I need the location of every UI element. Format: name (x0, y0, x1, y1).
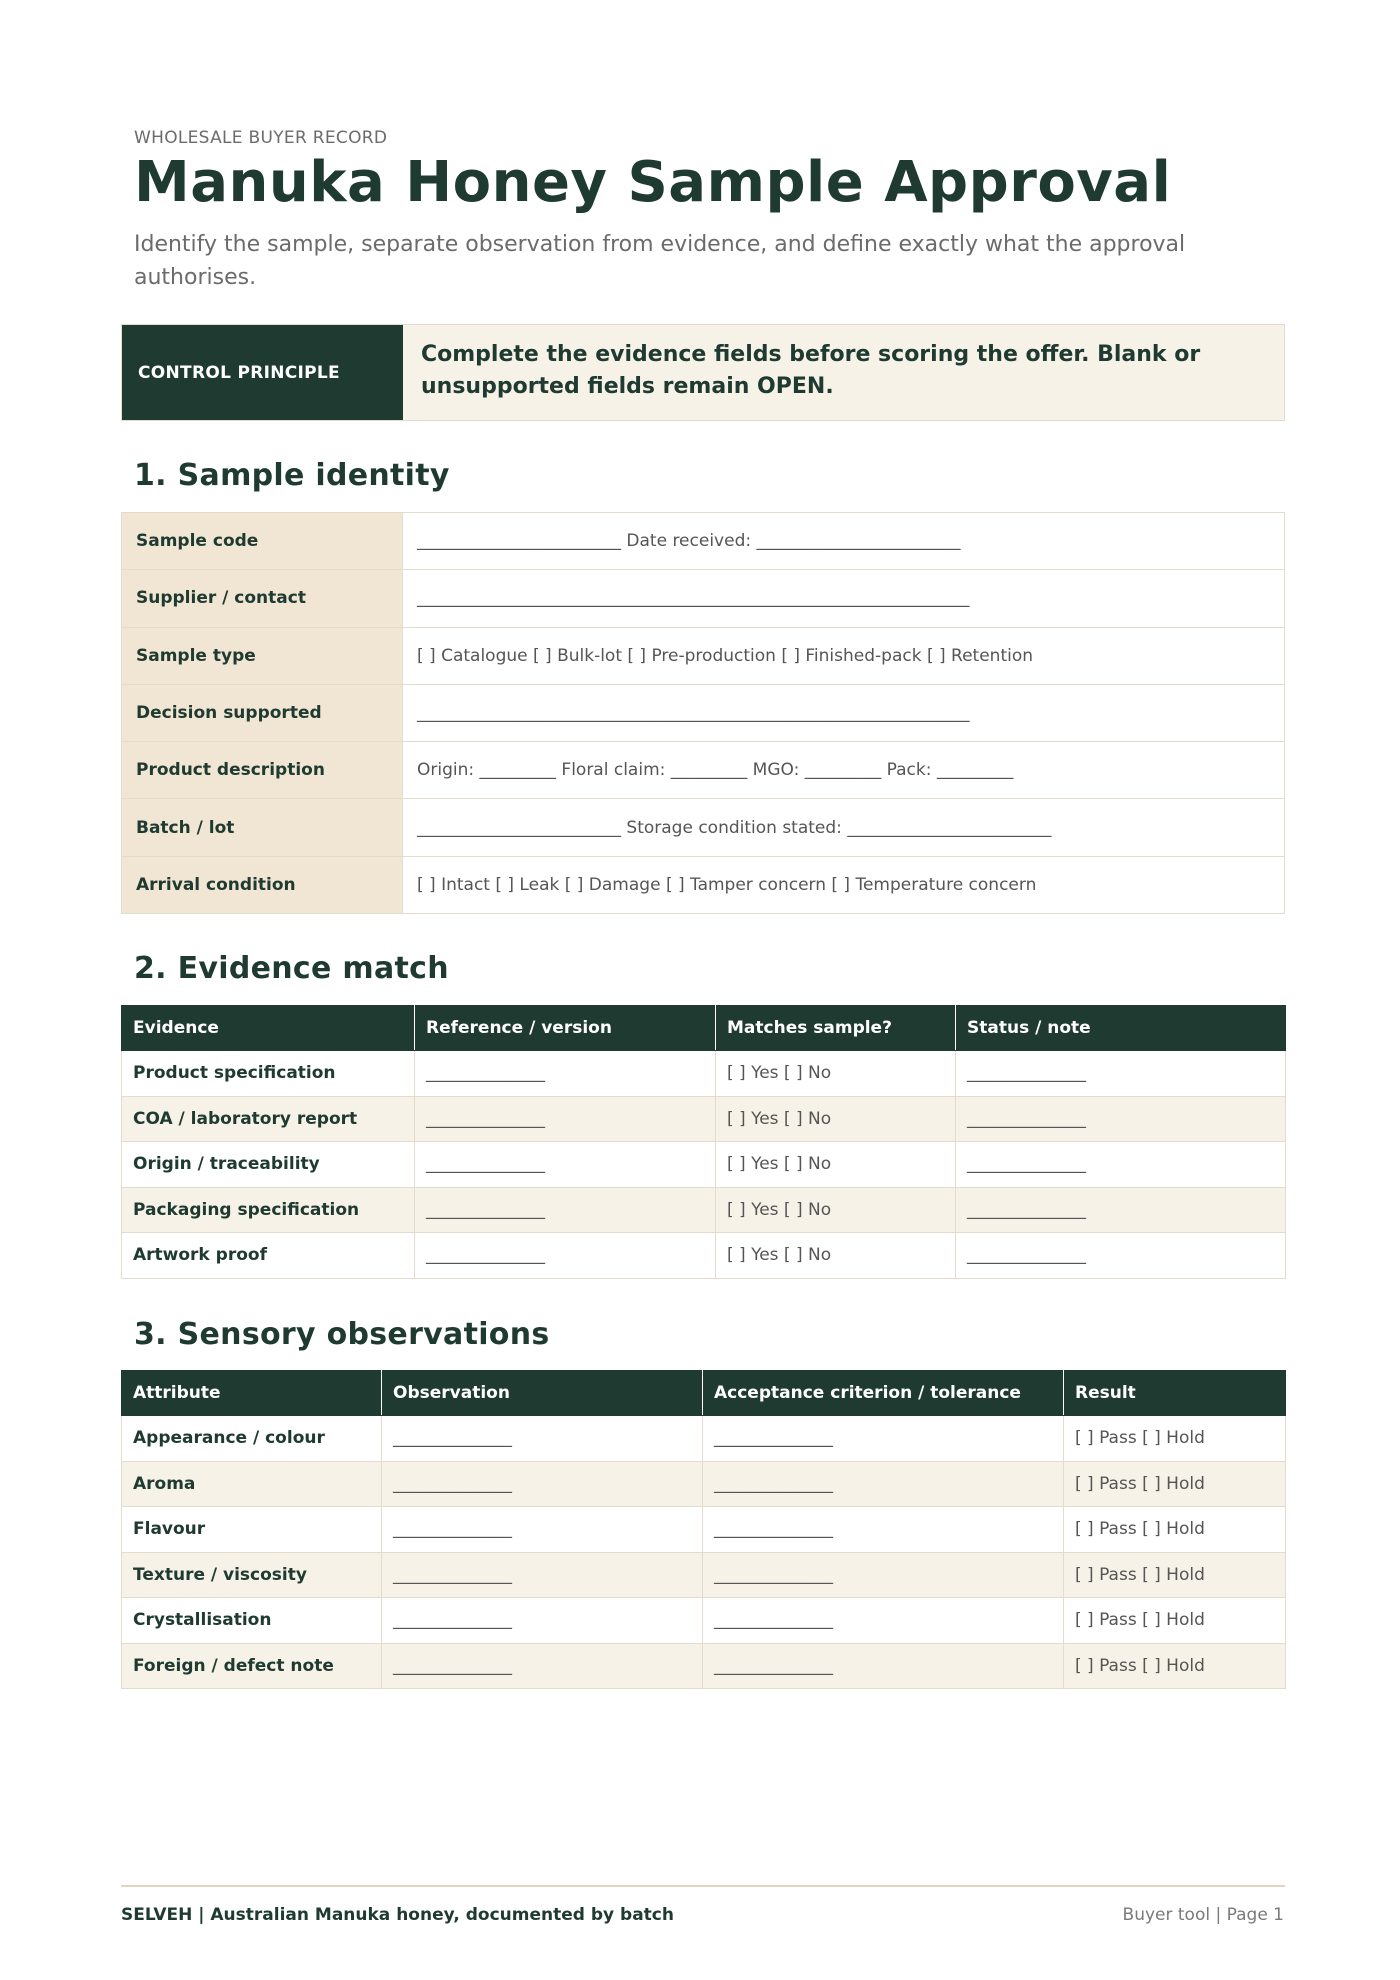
status-note-field[interactable]: ______________ (956, 1142, 1286, 1188)
footer-divider (121, 1885, 1285, 1887)
table-row (122, 742, 1285, 799)
table-row (122, 1416, 1286, 1462)
criterion-field[interactable]: ______________ (703, 1416, 1064, 1462)
section-heading-evidence-match: 2. Evidence match (134, 951, 449, 986)
matches-checkboxes[interactable]: [ ] Yes [ ] No (716, 1187, 956, 1233)
sample-code-field[interactable]: ________________________ Date received: ________________________ (403, 513, 1285, 570)
criterion-field[interactable]: ______________ (703, 1598, 1064, 1644)
matches-checkboxes[interactable]: [ ] Yes [ ] No (716, 1051, 956, 1097)
table-row (122, 1461, 1286, 1507)
result-checkboxes[interactable]: [ ] Pass [ ] Hold (1064, 1552, 1286, 1598)
table-row (122, 1142, 1286, 1188)
sample-type-checkboxes[interactable]: [ ] Catalogue [ ] Bulk-lot [ ] Pre-production [ ] Finished-pack [ ] Retention (403, 627, 1285, 684)
observation-field[interactable]: ______________ (382, 1416, 703, 1462)
matches-checkboxes[interactable]: [ ] Yes [ ] No (716, 1096, 956, 1142)
table-row (122, 684, 1285, 741)
criterion-field[interactable]: ______________ (703, 1461, 1064, 1507)
table-row (122, 1051, 1286, 1097)
table-row (122, 627, 1285, 684)
reference-field[interactable]: ______________ (415, 1187, 716, 1233)
attribute-name: Texture / viscosity (122, 1552, 382, 1598)
observation-field[interactable]: ______________ (382, 1598, 703, 1644)
decision-supported-field[interactable]: _________________________________________________________________ (403, 684, 1285, 741)
batch-lot-field[interactable]: ________________________ Storage condition stated: ________________________ (403, 799, 1285, 856)
status-note-field[interactable]: ______________ (956, 1051, 1286, 1097)
attribute-name: Aroma (122, 1461, 382, 1507)
attribute-name: Flavour (122, 1507, 382, 1553)
column-header: Acceptance criterion / tolerance (703, 1371, 1064, 1416)
status-note-field[interactable]: ______________ (956, 1096, 1286, 1142)
evidence-match-table (121, 1005, 1286, 1279)
evidence-name: COA / laboratory report (122, 1096, 415, 1142)
table-row (122, 1598, 1286, 1644)
observation-field[interactable]: ______________ (382, 1461, 703, 1507)
sensory-observations-table (121, 1370, 1286, 1689)
table-row (122, 1552, 1286, 1598)
field-label: Decision supported (122, 684, 403, 741)
evidence-name: Packaging specification (122, 1187, 415, 1233)
result-checkboxes[interactable]: [ ] Pass [ ] Hold (1064, 1598, 1286, 1644)
table-header-row (122, 1371, 1286, 1416)
attribute-name: Crystallisation (122, 1598, 382, 1644)
column-header: Result (1064, 1371, 1286, 1416)
evidence-name: Product specification (122, 1051, 415, 1097)
table-row (122, 513, 1285, 570)
status-note-field[interactable]: ______________ (956, 1187, 1286, 1233)
result-checkboxes[interactable]: [ ] Pass [ ] Hold (1064, 1416, 1286, 1462)
matches-checkboxes[interactable]: [ ] Yes [ ] No (716, 1142, 956, 1188)
criterion-field[interactable]: ______________ (703, 1507, 1064, 1553)
criterion-field[interactable]: ______________ (703, 1552, 1064, 1598)
column-header: Reference / version (415, 1006, 716, 1051)
sample-identity-table (121, 512, 1285, 914)
table-row (122, 1507, 1286, 1553)
matches-checkboxes[interactable]: [ ] Yes [ ] No (716, 1233, 956, 1279)
control-principle-label: CONTROL PRINCIPLE (122, 325, 403, 420)
column-header: Attribute (122, 1371, 382, 1416)
supplier-contact-field[interactable]: _________________________________________________________________ (403, 570, 1285, 627)
reference-field[interactable]: ______________ (415, 1142, 716, 1188)
record-eyebrow: WHOLESALE BUYER RECORD (134, 128, 388, 148)
field-label: Sample code (122, 513, 403, 570)
table-header-row (122, 1006, 1286, 1051)
field-label: Batch / lot (122, 799, 403, 856)
reference-field[interactable]: ______________ (415, 1233, 716, 1279)
section-heading-sample-identity: 1. Sample identity (134, 458, 450, 493)
table-row (122, 570, 1285, 627)
criterion-field[interactable]: ______________ (703, 1643, 1064, 1689)
attribute-name: Foreign / defect note (122, 1643, 382, 1689)
section-heading-sensory-observations: 3. Sensory observations (134, 1317, 550, 1352)
table-row (122, 1096, 1286, 1142)
footer-page-number: Buyer tool | Page 1 (1122, 1905, 1284, 1925)
reference-field[interactable]: ______________ (415, 1096, 716, 1142)
column-header: Observation (382, 1371, 703, 1416)
table-row (122, 1187, 1286, 1233)
page-subtitle: Identify the sample, separate observation from evidence, and define exactly what the approval authorises. (134, 232, 1186, 290)
column-header: Matches sample? (716, 1006, 956, 1051)
arrival-condition-checkboxes[interactable]: [ ] Intact [ ] Leak [ ] Damage [ ] Tamper concern [ ] Temperature concern (403, 856, 1285, 913)
table-row (122, 799, 1285, 856)
table-row (122, 1643, 1286, 1689)
result-checkboxes[interactable]: [ ] Pass [ ] Hold (1064, 1507, 1286, 1553)
observation-field[interactable]: ______________ (382, 1643, 703, 1689)
result-checkboxes[interactable]: [ ] Pass [ ] Hold (1064, 1643, 1286, 1689)
table-row (122, 1233, 1286, 1279)
field-label: Product description (122, 742, 403, 799)
page-title: Manuka Honey Sample Approval (134, 150, 1172, 215)
column-header: Evidence (122, 1006, 415, 1051)
column-header: Status / note (956, 1006, 1286, 1051)
status-note-field[interactable]: ______________ (956, 1233, 1286, 1279)
product-description-field[interactable]: Origin: _________ Floral claim: _________ MGO: _________ Pack: _________ (403, 742, 1285, 799)
control-principle-box (121, 324, 1285, 421)
evidence-name: Artwork proof (122, 1233, 415, 1279)
footer-brand: SELVEH | Australian Manuka honey, documented by batch (121, 1905, 674, 1925)
observation-field[interactable]: ______________ (382, 1552, 703, 1598)
observation-field[interactable]: ______________ (382, 1507, 703, 1553)
field-label: Arrival condition (122, 856, 403, 913)
evidence-name: Origin / traceability (122, 1142, 415, 1188)
field-label: Sample type (122, 627, 403, 684)
result-checkboxes[interactable]: [ ] Pass [ ] Hold (1064, 1461, 1286, 1507)
attribute-name: Appearance / colour (122, 1416, 382, 1462)
reference-field[interactable]: ______________ (415, 1051, 716, 1097)
table-row (122, 856, 1285, 913)
control-principle-text: Complete the evidence fields before scoring the offer. Blank or unsupported fields remain OPEN. (403, 325, 1284, 420)
field-label: Supplier / contact (122, 570, 403, 627)
